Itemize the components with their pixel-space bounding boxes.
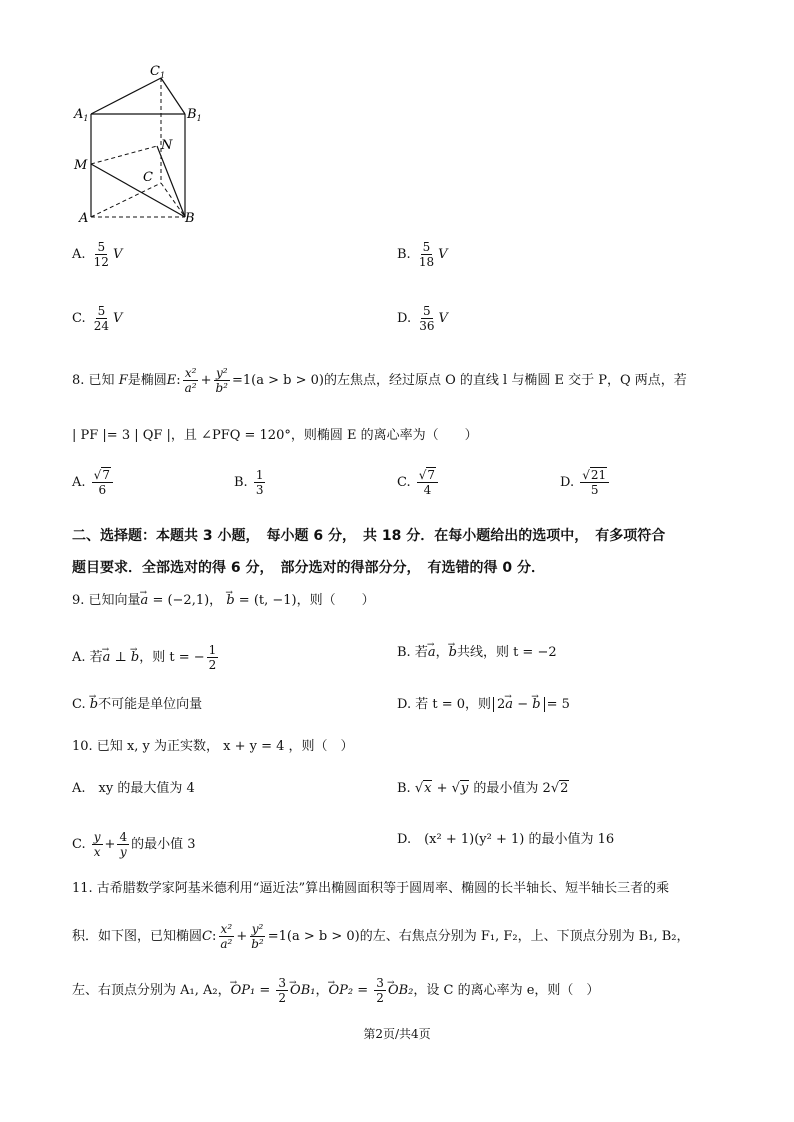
label-c1: $C_1$ bbox=[150, 64, 166, 80]
q7-option-c: C. $\frac{5}{24}$ V bbox=[72, 304, 123, 333]
label-n: N bbox=[161, 138, 173, 153]
fraction: $\frac{1}{3}$ bbox=[255, 468, 264, 497]
q8-option-c: C. $\frac{√7}{4}$ bbox=[397, 468, 440, 497]
fraction: $\frac{y}{x}$ bbox=[93, 830, 101, 859]
label-a: A bbox=[79, 211, 89, 226]
fraction: $\frac{√21}{5}$ bbox=[580, 468, 609, 497]
q8-option-a: A. $\frac{√7}{6}$ bbox=[72, 468, 115, 497]
q9-option-d: D. 若 t = 0，则 2→ a − → b = 5 bbox=[397, 696, 570, 714]
q9-option-c: C. → b不可能是单位向量 bbox=[72, 696, 202, 714]
label-c: C bbox=[143, 170, 153, 185]
q8-stem-line2: | PF |= 3 | QF |，且 ∠PFQ = 120°，则椭圆 E 的离心率为（ ） bbox=[72, 428, 478, 443]
q10-option-c: C. $\frac{y}{x}$ + $\frac{4}{y}$ 的最小值 3 bbox=[72, 830, 196, 859]
fraction: $\frac{1}{2}$ bbox=[208, 643, 217, 672]
q11-stem-line3: 左、右顶点分别为 A₁, A₂，→ OP₁ = $\frac{3}{2}$ → OB₁，→ OP₂ = $\frac{3}{2}$ → OB₂，设 C 的离心率为 e，则（ ） bbox=[72, 976, 599, 1005]
fraction: $\frac{3}{2}$ bbox=[376, 976, 384, 1005]
edge-c1-b1 bbox=[161, 78, 185, 114]
q10-option-a: A. xy 的最大值为 4 bbox=[72, 781, 195, 796]
q8-option-b: B. $\frac{1}{3}$ bbox=[234, 468, 264, 497]
q10-option-b: B. √x + √y 的最小值为 2√2 bbox=[397, 781, 569, 796]
label-m: M bbox=[74, 158, 88, 173]
q11-stem-line2: 积．如下图，已知椭圆C: $\frac{\text{x²}}{\text{a²}}$ + $\frac{\text{y²}}{\text{b²}}$ =1(a > b > 0)的左、右焦点分别为 F₁, F₂，上、下顶点分别为 B₁, B₂， bbox=[72, 922, 690, 951]
section2-heading-line1: 二、选择题：本题共 3 小题， 每小题 6 分， 共 18 分．在每小题给出的选项中， 有多项符合 bbox=[72, 528, 666, 544]
fraction: $\frac{√7}{4}$ bbox=[417, 468, 438, 497]
q7-option-b: B. $\frac{5}{18}$ V bbox=[397, 240, 448, 269]
fraction: $\frac{4}{y}$ bbox=[119, 830, 128, 859]
q10-stem: 10. 已知 x, y 为正实数， x + y = 4 ，则（ ） bbox=[72, 739, 354, 754]
q11-stem-line1: 11. 古希腊数学家阿基米德利用“逼近法”算出椭圆面积等于圆周率、椭圆的长半轴长、短半轴长三者的乘 bbox=[72, 881, 670, 896]
label-b1: $B_1$ bbox=[187, 107, 202, 123]
fraction: $\frac{\text{y²}}{\text{b²}}$ bbox=[215, 366, 228, 395]
fraction: $\frac{√7}{6}$ bbox=[92, 468, 113, 497]
fraction: $\frac{\text{x²}}{\text{a²}}$ bbox=[220, 922, 233, 951]
fraction: $\frac{5}{36}$ bbox=[419, 304, 435, 333]
edge-m-b bbox=[91, 164, 185, 217]
prism-figure bbox=[70, 60, 210, 230]
q8-stem-line1: 8. 已知 F是椭圆E: $\frac{\text{x²}}{\text{a²}}$ + $\frac{\text{y²}}{\text{b²}}$ =1(a > b > 0)的左焦点，经过原点 O 的直线 l 与椭圆 E 交于 P，Q 两点，若 bbox=[72, 366, 687, 395]
page-footer: 第2页/共4页 bbox=[363, 1027, 431, 1041]
section2-heading-line2: 题目要求．全部选对的得 6 分， 部分选对的得部分分， 有选错的得 0 分． bbox=[72, 560, 545, 576]
q7-option-a: A. $\frac{5}{12}$ V bbox=[72, 240, 123, 269]
q8-option-d: D. $\frac{√21}{5}$ bbox=[560, 468, 611, 497]
q7-option-d: D. $\frac{5}{36}$ V bbox=[397, 304, 448, 333]
fraction: $\frac{5}{24}$ bbox=[93, 304, 110, 333]
label-a1: $A_1$ bbox=[74, 107, 89, 123]
q9-option-a: A. 若→ a ⊥ → b，则 t = − $\frac{1}{2}$ bbox=[72, 643, 220, 672]
q9-stem: 9. 已知向量→ a = (−2,1)， → b = (t, −1)，则（ ） bbox=[72, 592, 375, 610]
fraction: $\frac{5}{12}$ bbox=[93, 240, 109, 269]
fraction: $\frac{5}{18}$ bbox=[418, 240, 435, 269]
fraction: $\frac{\text{x²}}{\text{a²}}$ bbox=[184, 366, 197, 395]
fraction: $\frac{3}{2}$ bbox=[278, 976, 287, 1005]
edge-a-c-hidden bbox=[91, 183, 161, 217]
q10-option-d: D. (x² + 1)(y² + 1) 的最小值为 16 bbox=[397, 832, 615, 847]
edge-a1-c1 bbox=[91, 78, 161, 114]
fraction: $\frac{\text{y²}}{\text{b²}}$ bbox=[251, 922, 264, 951]
label-b: B bbox=[185, 211, 195, 226]
edge-m-n-hidden bbox=[91, 146, 157, 164]
q9-option-b: B. 若→ a，→ b共线，则 t = −2 bbox=[397, 644, 557, 662]
